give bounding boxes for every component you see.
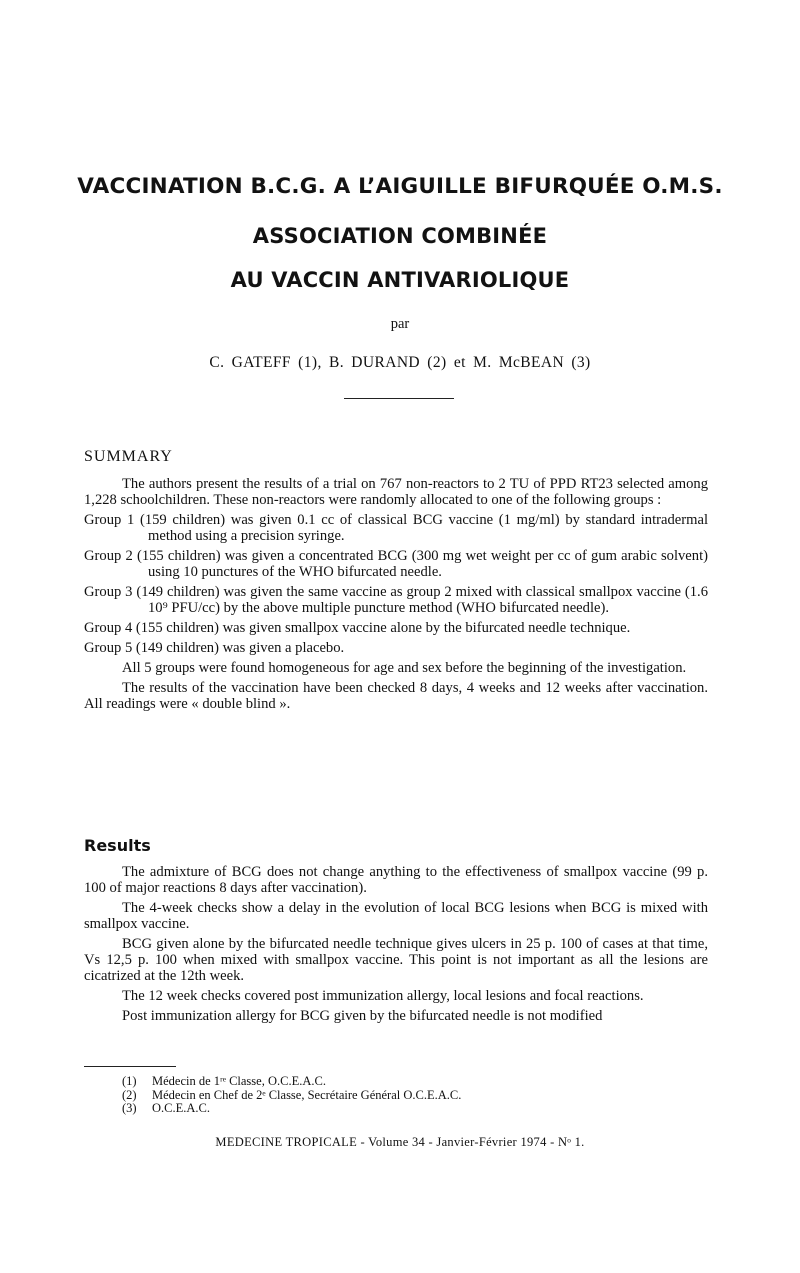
par-label: par (390, 316, 410, 332)
footnote (122, 1089, 461, 1103)
footnote-divider (84, 1066, 176, 1067)
footnote-text: Médecin en Chef de 2ᵉ Classe, Secrétaire Général O.C.E.A.C. (152, 1087, 462, 1102)
summary-homogeneous: All 5 groups were found homogeneous for age and sex before the beginning of the investigation. (122, 660, 687, 676)
footnote-number: (1) (122, 1074, 137, 1088)
footnote-number: (3) (122, 1101, 137, 1115)
results-paragraph: BCG given alone by the bifurcated needle technique gives ulcers in 25 p. 100 of cases at that time, Vs 12,5 p. 100 when mixed with smallpox vaccine. This point is not important as all the lesions are cicatrized at the 12th week. (84, 936, 708, 984)
results-paragraph: The 4-week checks show a delay in the evolution of local BCG lesions when BCG is mixed with smallpox vaccine. (84, 900, 708, 932)
summary-intro: The authors present the results of a trial on 767 non-reactors to 2 TU of PPD RT23 selected among 1,228 schoolchildren. These non-reactors were randomly allocated to one of the following groups : (84, 476, 708, 508)
footnote-number: (2) (122, 1087, 137, 1102)
summary-heading: SUMMARY (84, 448, 173, 465)
results-body (84, 864, 708, 1028)
summary-body (84, 476, 708, 716)
title-divider (344, 398, 454, 399)
results-heading: Results (84, 836, 151, 855)
title-line-1: VACCINATION B.C.G. A L’AIGUILLE BIFURQUÉE O.M.S. (77, 174, 723, 199)
group-3: Group 3 (149 children) was given the same vaccine as group 2 mixed with classical smallpox vaccine (1.6 10⁹ PFU/cc) by the above multiple puncture method (WHO bifurcated needle). (84, 584, 708, 616)
footnote (122, 1102, 461, 1116)
group-1: Group 1 (159 children) was given 0.1 cc of classical BCG vaccine (1 mg/ml) by standard intradermal method using a precision syringe. (84, 512, 708, 544)
authors: C. GATEFF (1), B. DURAND (2) et M. McBEAN (3) (209, 354, 591, 371)
group-5: Group 5 (149 children) was given a placebo. (84, 640, 345, 656)
results-paragraph: The admixture of BCG does not change anything to the effectiveness of smallpox vaccine (99 p. 100 of major reactions 8 days after vaccination). (84, 864, 708, 896)
results-paragraph: The 12 week checks covered post immunization allergy, local lesions and focal reactions. (122, 988, 644, 1004)
title-line-2: ASSOCIATION COMBINÉE (252, 224, 548, 248)
footnote (122, 1075, 461, 1089)
group-2: Group 2 (155 children) was given a concentrated BCG (300 mg wet weight per cc of gum arabic solvent) using 10 punctures of the WHO bifurcated needle. (84, 548, 708, 580)
results-paragraph: Post immunization allergy for BCG given by the bifurcated needle is not modified (122, 1008, 603, 1024)
footnotes (122, 1075, 461, 1116)
footnote-text: O.C.E.A.C. (152, 1101, 210, 1115)
title-line-3: AU VACCIN ANTIVARIOLIQUE (230, 268, 570, 292)
journal-footer: MEDECINE TROPICALE - Volume 34 - Janvier-Février 1974 - Nᵒ 1. (215, 1135, 585, 1149)
footnote-text: Médecin de 1ʳᵉ Classe, O.C.E.A.C. (152, 1074, 326, 1088)
group-4: Group 4 (155 children) was given smallpox vaccine alone by the bifurcated needle technique. (84, 620, 631, 636)
summary-checked: The results of the vaccination have been checked 8 days, 4 weeks and 12 weeks after vaccination. All readings were « double blind ». (84, 680, 708, 712)
